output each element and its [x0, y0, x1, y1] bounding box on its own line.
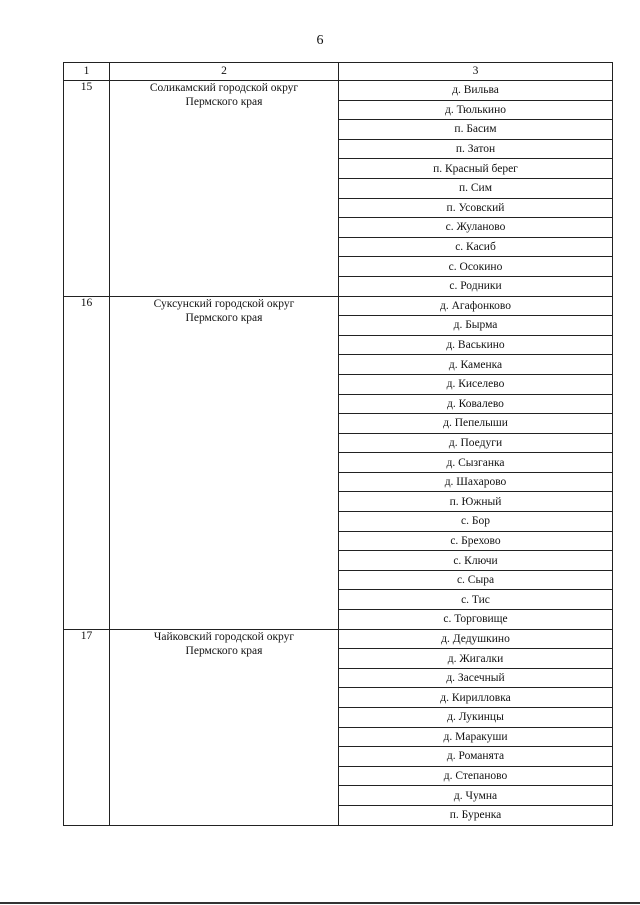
settlement-cell: д. Агафонково: [339, 296, 613, 316]
settlement-cell: д. Каменка: [339, 355, 613, 375]
settlement-cell: д. Романята: [339, 747, 613, 767]
settlement-cell: с. Родники: [339, 276, 613, 296]
settlement-cell: д. Жигалки: [339, 649, 613, 669]
district-name: [110, 296, 339, 629]
column-header-3: 3: [339, 63, 613, 81]
settlement-cell: с. Ключи: [339, 551, 613, 571]
district-number: 17: [64, 629, 110, 825]
settlement-cell: д. Тюлькино: [339, 100, 613, 120]
settlement-cell: д. Киселево: [339, 374, 613, 394]
settlement-cell: д. Васькино: [339, 335, 613, 355]
settlement-cell: п. Басим: [339, 120, 613, 140]
table-header-row: [64, 63, 613, 81]
settlement-cell: п. Южный: [339, 492, 613, 512]
district-name: [110, 629, 339, 825]
settlement-cell: с. Бор: [339, 512, 613, 532]
settlement-cell: д. Чумна: [339, 786, 613, 806]
settlement-cell: д. Вильва: [339, 81, 613, 101]
table-row: [64, 629, 613, 649]
column-header-1: 1: [64, 63, 110, 81]
settlement-cell: с. Жуланово: [339, 218, 613, 238]
settlement-cell: с. Брехово: [339, 531, 613, 551]
page-bottom-edge: [0, 902, 640, 904]
settlement-cell: п. Буренка: [339, 805, 613, 825]
settlement-cell: д. Шахарово: [339, 472, 613, 492]
settlements-table: [63, 62, 613, 826]
district-name: [110, 81, 339, 297]
settlement-cell: д. Маракуши: [339, 727, 613, 747]
settlement-cell: с. Осокино: [339, 257, 613, 277]
settlement-cell: д. Дедушкино: [339, 629, 613, 649]
settlement-cell: д. Кирилловка: [339, 688, 613, 708]
page-number: 6: [316, 33, 324, 48]
settlement-cell: с. Тис: [339, 590, 613, 610]
district-name-line: Пермского края: [185, 644, 263, 657]
settlement-cell: д. Засечный: [339, 668, 613, 688]
settlement-cell: д. Поедуги: [339, 433, 613, 453]
district-number: 16: [64, 296, 110, 629]
settlement-cell: д. Лукинцы: [339, 708, 613, 728]
settlement-cell: с. Касиб: [339, 237, 613, 257]
column-header-2: 2: [110, 63, 339, 81]
settlement-cell: д. Бырма: [339, 316, 613, 336]
settlement-cell: с. Сыра: [339, 570, 613, 590]
district-name-line: Пермского края: [185, 96, 263, 108]
settlement-cell: с. Торговище: [339, 610, 613, 630]
district-number: 15: [64, 81, 110, 297]
district-name-line: Суксунский городской округ: [153, 297, 295, 310]
district-name-line: Чайковский городской округ: [153, 630, 295, 643]
table-row: [64, 81, 613, 101]
settlement-cell: п. Сим: [339, 178, 613, 198]
table-row: [64, 296, 613, 316]
district-name-line: Соликамский городской округ: [149, 82, 299, 94]
settlement-cell: п. Затон: [339, 139, 613, 159]
district-name-line: Пермского края: [185, 311, 263, 324]
settlement-cell: п. Усовский: [339, 198, 613, 218]
settlement-cell: п. Красный берег: [339, 159, 613, 179]
settlement-cell: д. Пепелыши: [339, 414, 613, 434]
settlement-cell: д. Ковалево: [339, 394, 613, 414]
settlement-cell: д. Степаново: [339, 766, 613, 786]
settlement-cell: д. Сызганка: [339, 453, 613, 473]
